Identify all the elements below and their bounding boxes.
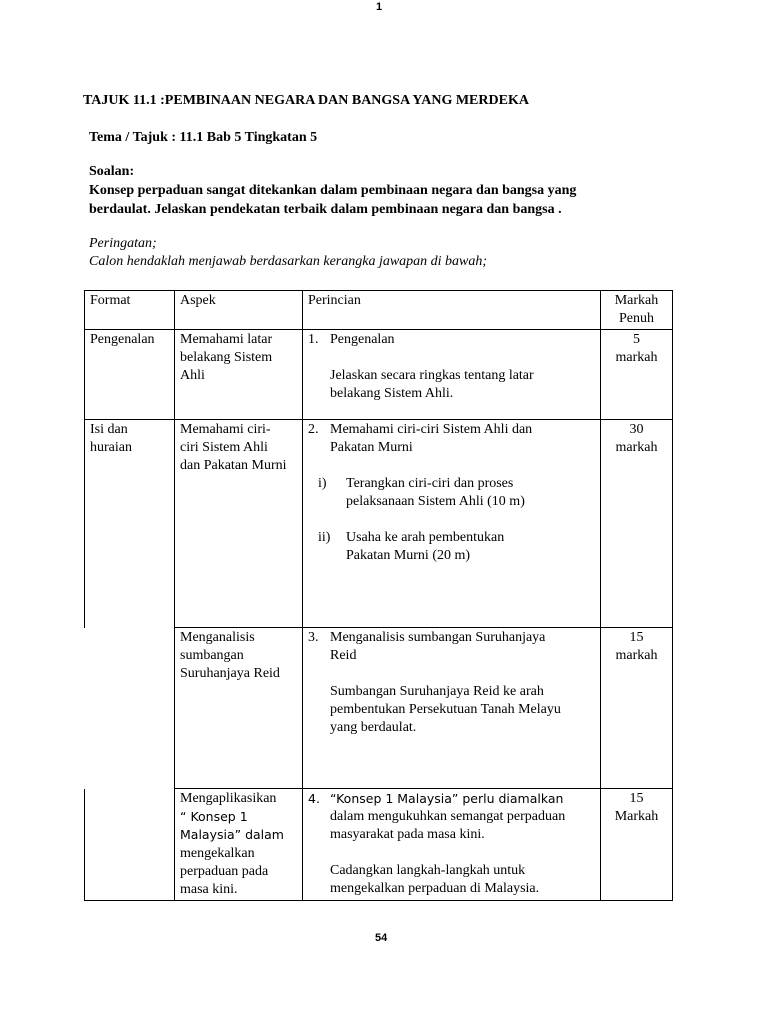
- markah-unit: markah: [615, 440, 658, 455]
- format-text: Pengenalan: [90, 332, 155, 347]
- heading-line: Memahami ciri-ciri Sistem Ahli dan: [330, 422, 533, 437]
- heading-line: dalam mengukuhkan semangat perpaduan: [330, 809, 566, 824]
- markah-unit: markah: [615, 648, 658, 663]
- item-number: 3.: [308, 630, 319, 645]
- soalan-label: Soalan:: [89, 164, 135, 179]
- aspek-line: ciri Sistem Ahli: [180, 440, 268, 455]
- header-format: Format: [85, 291, 175, 330]
- sub-item-text: [346, 529, 504, 565]
- peringatan-text: Calon hendaklah menjawab berdasarkan kerangka jawapan di bawah;: [89, 254, 488, 269]
- markah-cell: [601, 628, 673, 789]
- aspek-line: Menganalisis: [180, 630, 255, 645]
- sub-item-text: [346, 475, 525, 511]
- perincian-heading: [308, 331, 595, 349]
- aspek-line: mengekalkan: [180, 846, 255, 861]
- detail-line: Cadangkan langkah-langkah untuk: [330, 863, 526, 878]
- markah-value: 15: [629, 630, 644, 645]
- detail-line: mengekalkan perpaduan di Malaysia.: [330, 881, 540, 896]
- detail-line: pembentukan Persekutuan Tanah Melayu: [330, 702, 561, 717]
- heading-line: “Konsep 1 Malaysia” perlu diamalkan: [330, 791, 564, 806]
- heading-line: Menganalisis sumbangan Suruhanjaya: [330, 630, 546, 645]
- item-number: 1.: [308, 332, 319, 347]
- markah-unit: markah: [615, 350, 658, 365]
- format-cell: [85, 330, 175, 420]
- aspek-cell: [175, 420, 303, 628]
- sub-item-number: i): [318, 476, 327, 491]
- table-row: [85, 420, 673, 628]
- format-text: huraian: [90, 440, 132, 455]
- markah-cell: [601, 789, 673, 901]
- page-number-bottom: 54: [375, 932, 388, 944]
- header-markah: [601, 291, 673, 330]
- table-row: [85, 789, 673, 901]
- detail-line: Sumbangan Suruhanjaya Reid ke arah: [330, 684, 544, 699]
- aspek-cell: [175, 628, 303, 789]
- perincian-detail: [330, 862, 595, 898]
- markah-unit: Markah: [614, 809, 659, 824]
- aspek-line: [180, 826, 297, 845]
- markah-value: 5: [633, 332, 640, 347]
- item-number: 2.: [308, 422, 319, 437]
- perincian-heading: [308, 421, 595, 439]
- detail-line: Jelaskan secara ringkas tentang latar: [330, 368, 534, 383]
- soalan-text-line1: Konsep perpaduan sangat ditekankan dalam pembinaan negara dan bangsa yang: [89, 183, 577, 198]
- sub-item-line: Terangkan ciri-ciri dan proses: [346, 476, 514, 491]
- heading-line: Pengenalan: [330, 332, 395, 347]
- sub-item-line: Usaha ke arah pembentukan: [346, 530, 505, 545]
- aspek-line: Ahli: [180, 368, 205, 383]
- heading-line: Pakatan Murni: [330, 440, 413, 455]
- table-header-row: [85, 291, 673, 330]
- aspek-cell: [175, 789, 303, 901]
- header-perincian: Perincian: [303, 291, 601, 330]
- item-number: 4.: [308, 791, 320, 806]
- format-cell-empty: [85, 628, 175, 789]
- markah-cell: [601, 420, 673, 628]
- sub-item: [318, 529, 595, 565]
- aspek-line: sumbangan: [180, 648, 244, 663]
- table-row: [85, 330, 673, 420]
- detail-line: belakang Sistem Ahli.: [330, 386, 454, 401]
- perincian-cell: [303, 420, 601, 628]
- aspek-line-part: Malaysia” dalam: [180, 827, 284, 842]
- format-cell-empty: [85, 789, 175, 901]
- aspek-line: Memahami latar: [180, 332, 273, 347]
- page-title: TAJUK 11.1 :PEMBINAAN NEGARA DAN BANGSA YANG MERDEKA: [83, 93, 529, 108]
- aspek-line: perpaduan pada: [180, 864, 269, 879]
- sub-item-line: pelaksanaan Sistem Ahli (10 m): [346, 494, 525, 509]
- aspek-line: dan Pakatan Murni: [180, 458, 287, 473]
- aspek-line: Suruhanjaya Reid: [180, 666, 280, 681]
- perincian-cell: [303, 628, 601, 789]
- tema-line: Tema / Tajuk : 11.1 Bab 5 Tingkatan 5: [89, 130, 318, 145]
- header-aspek: Aspek: [175, 291, 303, 330]
- aspek-line: “ Konsep 1: [180, 809, 248, 824]
- aspek-cell: [175, 330, 303, 420]
- heading-line: Reid: [330, 648, 357, 663]
- markah-cell: [601, 330, 673, 420]
- sub-item-number: ii): [318, 530, 331, 545]
- perincian-heading: [308, 790, 595, 808]
- format-cell: [85, 420, 175, 628]
- header-markah-line2: Penuh: [619, 311, 654, 326]
- perincian-heading: [308, 629, 595, 647]
- sub-item: [318, 475, 595, 511]
- perincian-cell: [303, 789, 601, 901]
- detail-line: yang berdaulat.: [330, 720, 417, 735]
- aspek-line: masa kini.: [180, 882, 238, 897]
- markah-value: 30: [629, 422, 644, 437]
- aspek-line: belakang Sistem: [180, 350, 273, 365]
- page-number-top: 1: [376, 1, 383, 13]
- peringatan-label: Peringatan;: [89, 236, 157, 251]
- aspek-line: Memahami ciri-: [180, 422, 271, 437]
- aspek-line: Mengaplikasikan: [180, 791, 277, 806]
- sub-item-line: Pakatan Murni (20 m): [346, 548, 471, 563]
- perincian-detail: [330, 367, 595, 403]
- table-row: [85, 628, 673, 789]
- header-markah-line1: Markah: [614, 293, 659, 308]
- markah-value: 15: [629, 791, 644, 806]
- answer-framework-table: [84, 290, 673, 901]
- soalan-text-line2: berdaulat. Jelaskan pendekatan terbaik dalam pembinaan negara dan bangsa .: [89, 202, 562, 217]
- perincian-detail: [330, 683, 595, 737]
- format-text: Isi dan: [90, 422, 128, 437]
- perincian-cell: [303, 330, 601, 420]
- heading-line: masyarakat pada masa kini.: [330, 827, 485, 842]
